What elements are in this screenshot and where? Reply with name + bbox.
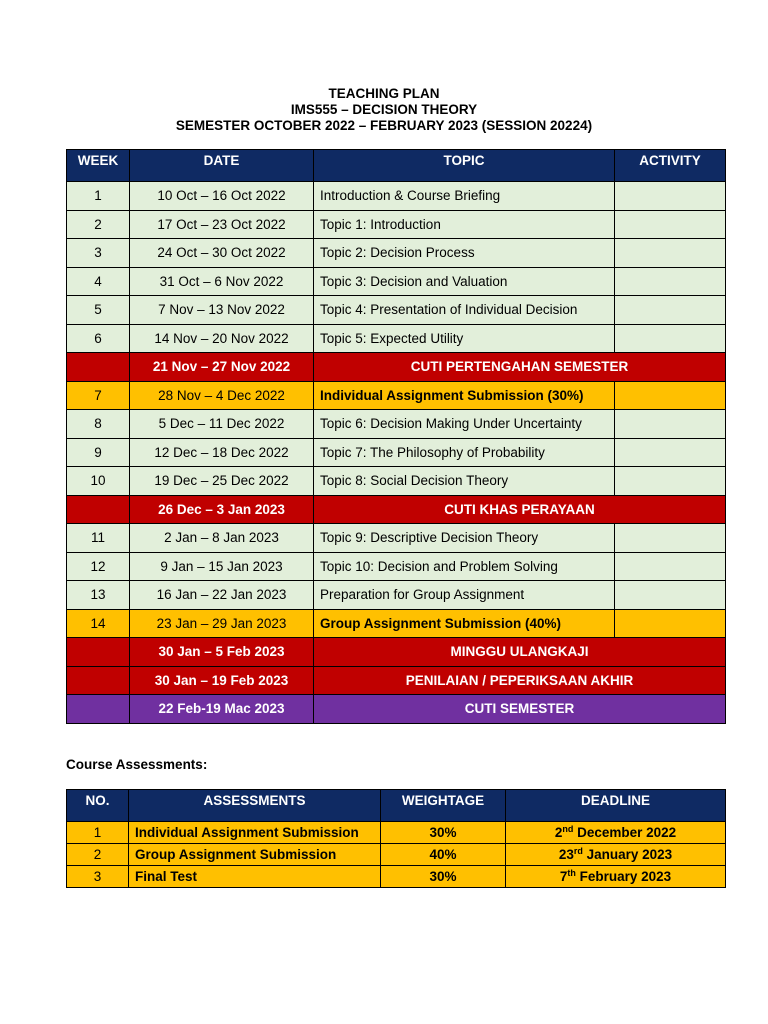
plan-row: [67, 239, 726, 268]
assessment-name-cell: Individual Assignment Submission: [129, 822, 381, 844]
assessment-weight-cell: 40%: [381, 844, 506, 866]
activity-cell: [615, 381, 726, 410]
week-cell: 14: [67, 609, 130, 638]
topic-cell: Topic 10: Decision and Problem Solving: [314, 552, 615, 581]
break-row: [67, 695, 726, 724]
date-cell: 19 Dec – 25 Dec 2022: [130, 467, 314, 496]
week-cell: 10: [67, 467, 130, 496]
activity-cell: [615, 324, 726, 353]
break-label-cell: CUTI KHAS PERAYAAN: [314, 495, 726, 524]
date-cell: 16 Jan – 22 Jan 2023: [130, 581, 314, 610]
date-cell: 9 Jan – 15 Jan 2023: [130, 552, 314, 581]
week-cell: 4: [67, 267, 130, 296]
week-cell: 12: [67, 552, 130, 581]
activity-cell: [615, 524, 726, 553]
week-cell: 13: [67, 581, 130, 610]
activity-cell: [615, 210, 726, 239]
activity-cell: [615, 296, 726, 325]
week-column-header: WEEK: [67, 150, 130, 182]
topic-cell: Topic 2: Decision Process: [314, 239, 615, 268]
assessment-no-cell: 1: [67, 822, 129, 844]
activity-cell: [615, 182, 726, 211]
date-cell: 30 Jan – 19 Feb 2023: [130, 666, 314, 695]
course-assessments-label: Course Assessments:: [66, 757, 208, 772]
topic-cell: Topic 6: Decision Making Under Uncertainty: [314, 410, 615, 439]
plan-row: [67, 267, 726, 296]
deadline-day-suffix: nd: [562, 824, 574, 834]
date-cell: 24 Oct – 30 Oct 2022: [130, 239, 314, 268]
assessment-weight-cell: 30%: [381, 866, 506, 888]
activity-cell: [615, 609, 726, 638]
title-line-2: IMS555 – DECISION THEORY: [290, 102, 478, 117]
week-cell: 1: [67, 182, 130, 211]
date-cell: 23 Jan – 29 Jan 2023: [130, 609, 314, 638]
week-cell: [67, 495, 130, 524]
break-label-cell: CUTI PERTENGAHAN SEMESTER: [314, 353, 726, 382]
activity-cell: [615, 581, 726, 610]
title-line-3: SEMESTER OCTOBER 2022 – FEBRUARY 2023 (SESSION 20224): [175, 118, 593, 133]
assessment-deadline-cell: [506, 844, 726, 866]
week-cell: 6: [67, 324, 130, 353]
week-cell: 8: [67, 410, 130, 439]
title-line-1: TEACHING PLAN: [328, 86, 440, 101]
week-cell: 2: [67, 210, 130, 239]
plan-row: [67, 581, 726, 610]
date-cell: 7 Nov – 13 Nov 2022: [130, 296, 314, 325]
date-cell: 26 Dec – 3 Jan 2023: [130, 495, 314, 524]
plan-row: [67, 410, 726, 439]
plan-row: [67, 438, 726, 467]
activity-column-header: ACTIVITY: [615, 150, 726, 182]
break-row: [67, 353, 726, 382]
assessment-name-cell: Group Assignment Submission: [129, 844, 381, 866]
activity-cell: [615, 410, 726, 439]
plan-row: [67, 524, 726, 553]
week-cell: [67, 353, 130, 382]
break-row: [67, 666, 726, 695]
date-cell: 2 Jan – 8 Jan 2023: [130, 524, 314, 553]
date-cell: 5 Dec – 11 Dec 2022: [130, 410, 314, 439]
plan-row: [67, 210, 726, 239]
week-cell: 3: [67, 239, 130, 268]
assessments-table: [66, 789, 726, 888]
plan-row: [67, 296, 726, 325]
deadline-month-year: February 2023: [575, 869, 672, 884]
topic-cell: Group Assignment Submission (40%): [314, 609, 615, 638]
date-cell: 22 Feb-19 Mac 2023: [130, 695, 314, 724]
topic-cell: Preparation for Group Assignment: [314, 581, 615, 610]
assessment-deadline-cell: [506, 866, 726, 888]
assessments-body: [67, 822, 726, 888]
date-cell: 30 Jan – 5 Feb 2023: [130, 638, 314, 667]
week-cell: [67, 666, 130, 695]
break-row: [67, 638, 726, 667]
plan-body: [67, 182, 726, 724]
date-cell: 21 Nov – 27 Nov 2022: [130, 353, 314, 382]
activity-cell: [615, 467, 726, 496]
deadline-month-year: January 2023: [582, 847, 673, 862]
topic-cell: Topic 3: Decision and Valuation: [314, 267, 615, 296]
deadline-month-year: December 2022: [573, 825, 677, 840]
assessment-no-cell: 2: [67, 844, 129, 866]
submission-row: [67, 381, 726, 410]
assessment-no-cell: 3: [67, 866, 129, 888]
date-cell: 17 Oct – 23 Oct 2022: [130, 210, 314, 239]
break-label-cell: PENILAIAN / PEPERIKSAAN AKHIR: [314, 666, 726, 695]
topic-cell: Topic 8: Social Decision Theory: [314, 467, 615, 496]
topic-column-header: TOPIC: [314, 150, 615, 182]
assessment-row: [67, 844, 726, 866]
weightage-column-header: WEIGHTAGE: [381, 790, 506, 822]
topic-cell: Introduction & Course Briefing: [314, 182, 615, 211]
assessment-weight-cell: 30%: [381, 822, 506, 844]
plan-row: [67, 182, 726, 211]
assessments-column-header: ASSESSMENTS: [129, 790, 381, 822]
break-label-cell: CUTI SEMESTER: [314, 695, 726, 724]
topic-cell: Topic 7: The Philosophy of Probability: [314, 438, 615, 467]
deadline-day: 23: [558, 847, 574, 862]
deadline-day-suffix: rd: [573, 846, 583, 856]
date-column-header: DATE: [130, 150, 314, 182]
date-cell: 12 Dec – 18 Dec 2022: [130, 438, 314, 467]
deadline-day-suffix: th: [567, 868, 576, 878]
topic-cell: Individual Assignment Submission (30%): [314, 381, 615, 410]
activity-cell: [615, 552, 726, 581]
deadline-column-header: DEADLINE: [506, 790, 726, 822]
date-cell: 14 Nov – 20 Nov 2022: [130, 324, 314, 353]
plan-row: [67, 552, 726, 581]
week-cell: 9: [67, 438, 130, 467]
topic-cell: Topic 1: Introduction: [314, 210, 615, 239]
deadline-day: 2: [554, 825, 563, 840]
assessment-row: [67, 866, 726, 888]
assessment-deadline-cell: [506, 822, 726, 844]
week-cell: 5: [67, 296, 130, 325]
date-cell: 31 Oct – 6 Nov 2022: [130, 267, 314, 296]
deadline-day: 7: [559, 869, 568, 884]
break-label-cell: MINGGU ULANGKAJI: [314, 638, 726, 667]
no-column-header: NO.: [67, 790, 129, 822]
assessment-row: [67, 822, 726, 844]
week-cell: [67, 695, 130, 724]
week-cell: [67, 638, 130, 667]
plan-row: [67, 467, 726, 496]
plan-row: [67, 324, 726, 353]
activity-cell: [615, 239, 726, 268]
topic-cell: Topic 5: Expected Utility: [314, 324, 615, 353]
document-title: [0, 86, 768, 134]
topic-cell: Topic 4: Presentation of Individual Decision: [314, 296, 615, 325]
assessments-header-row: [67, 790, 726, 822]
assessment-name-cell: Final Test: [129, 866, 381, 888]
week-cell: 7: [67, 381, 130, 410]
break-row: [67, 495, 726, 524]
week-cell: 11: [67, 524, 130, 553]
teaching-plan-table: [66, 149, 726, 724]
date-cell: 10 Oct – 16 Oct 2022: [130, 182, 314, 211]
submission-row: [67, 609, 726, 638]
activity-cell: [615, 438, 726, 467]
date-cell: 28 Nov – 4 Dec 2022: [130, 381, 314, 410]
activity-cell: [615, 267, 726, 296]
topic-cell: Topic 9: Descriptive Decision Theory: [314, 524, 615, 553]
plan-header-row: [67, 150, 726, 182]
